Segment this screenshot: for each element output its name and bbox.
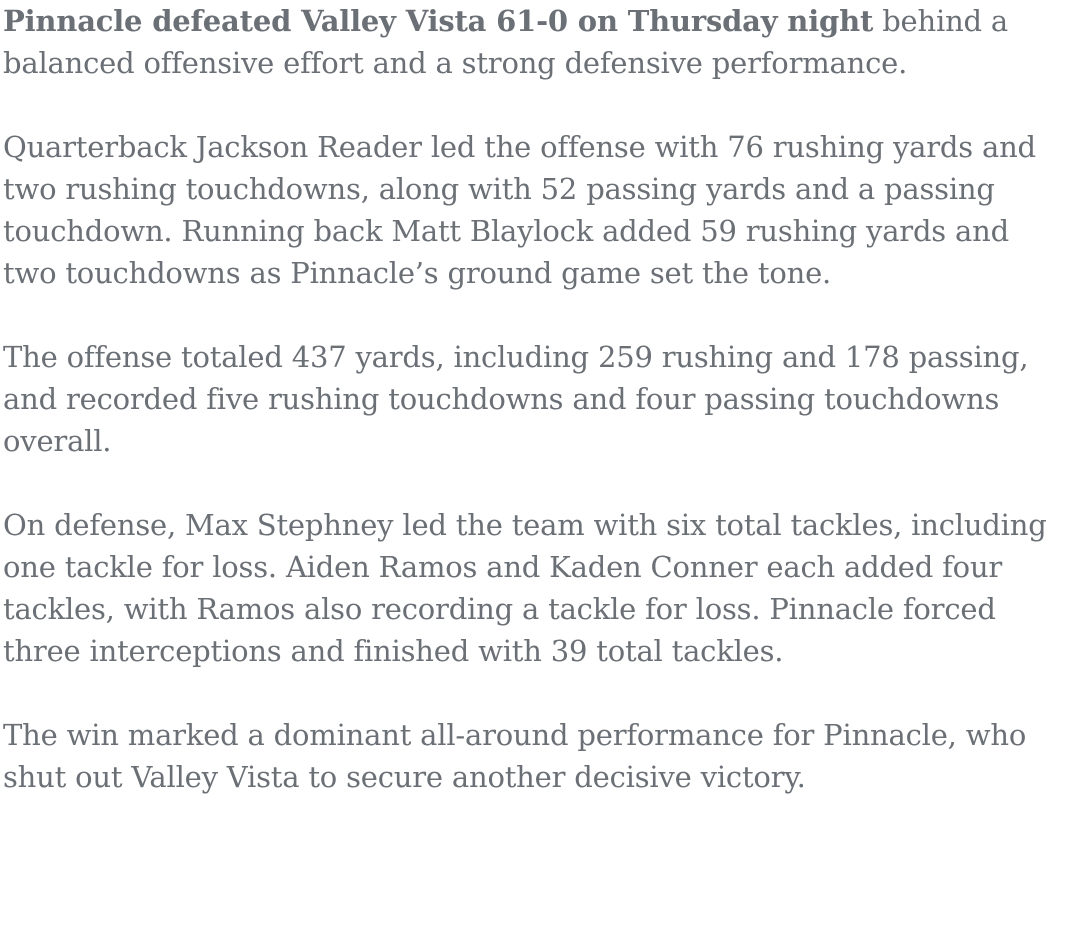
paragraph-conclusion: The win marked a dominant all-around performance for Pinnacle, who shut out Valley Vista to secure another decisive victory. [3,718,1027,794]
paragraph-offense-totals: The offense totaled 437 yards, including 259 rushing and 178 passing, and recorded five rushing touchdowns and four passing touchdowns overall. [3,340,1029,458]
game-result-headline-text: Pinnacle defeated Valley Vista 61-0 on Thursday night [3,4,874,38]
game-result-detail-text: behind a balanced offensive effort and a strong defensive performance. [3,4,1009,80]
paragraph-defense-leaders: On defense, Max Stephney led the team with six total tackles, including one tackle for loss. Aiden Ramos and Kaden Conner each added four tackles, with Ramos also recording a tackle for loss. Pinnacle forced three interceptions and finished with 39 total tackles. [3,508,1047,668]
paragraph-offense-leaders: Quarterback Jackson Reader led the offense with 76 rushing yards and two rushing touchdowns, along with 52 passing yards and a passing touchdown. Running back Matt Blaylock added 59 rushing yards and two touchdowns as Pinnacle’s ground game set the tone. [3,130,1036,290]
paragraph-game-result [3,0,1071,84]
